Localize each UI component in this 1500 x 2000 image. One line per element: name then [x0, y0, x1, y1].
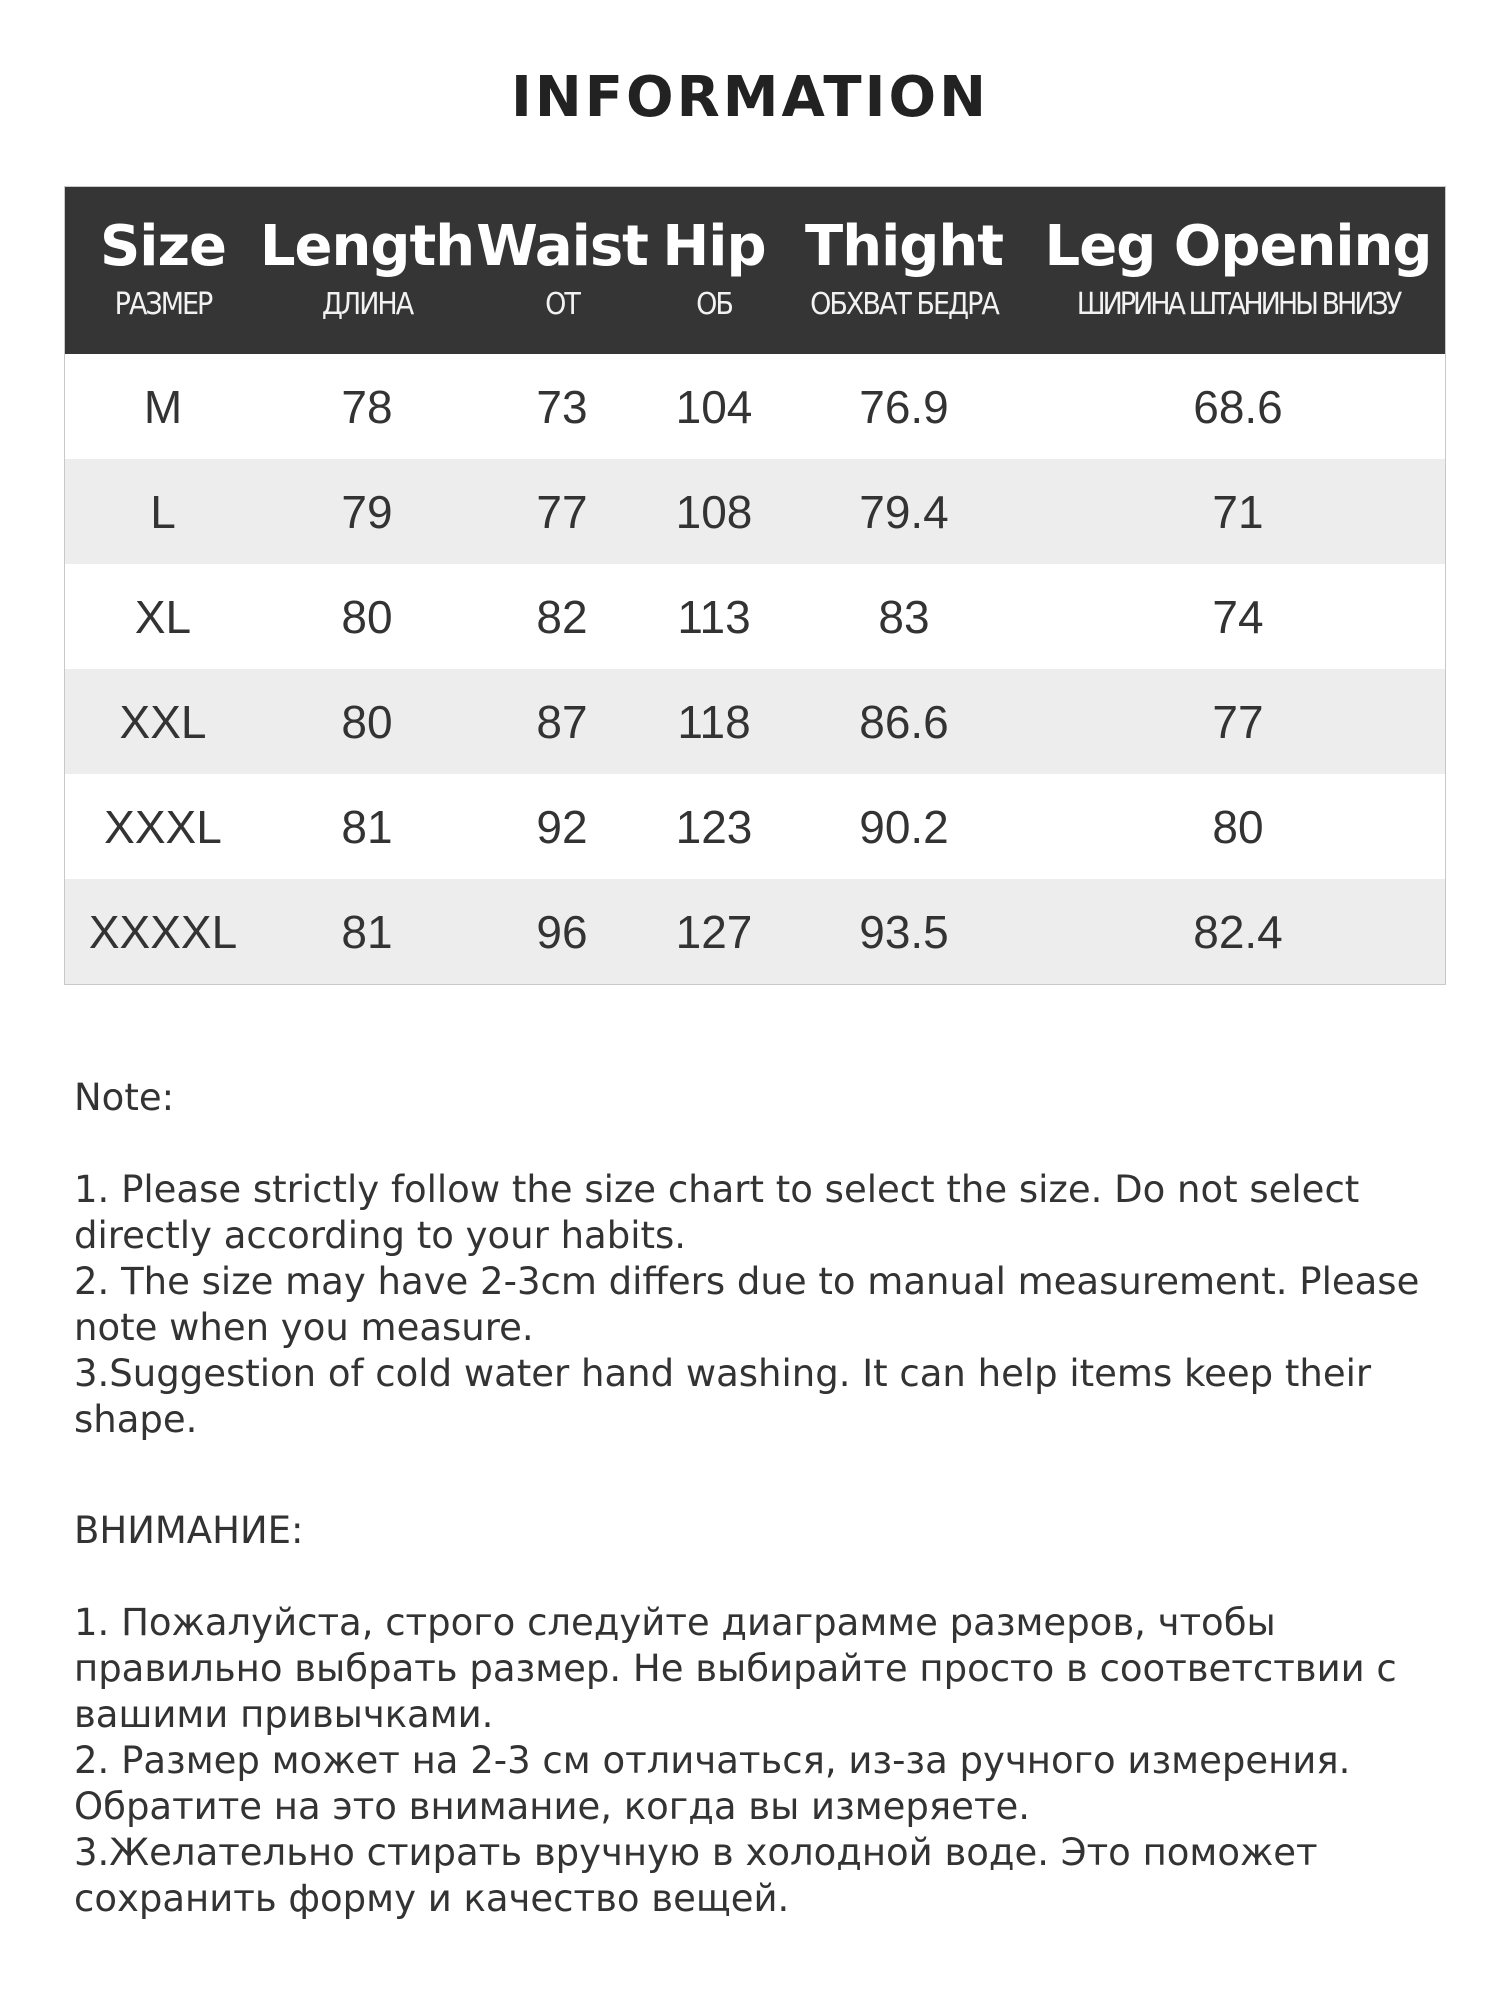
table-cell: 80	[341, 590, 393, 643]
table-cell: 104	[675, 380, 753, 433]
table-cell: 80	[341, 695, 393, 748]
table-cell: 118	[677, 695, 751, 748]
header-sublabel: ОБХВАТ БЕДРА	[810, 287, 998, 322]
page-title: INFORMATION	[511, 65, 989, 130]
table-cell: 76.9	[859, 380, 949, 433]
table-cell: 123	[675, 800, 753, 853]
table-cell: 81	[341, 800, 393, 853]
table-cell: 90.2	[859, 800, 949, 853]
note-item: 3.Suggestion of cold water hand washing. It can help items keep their shape.	[74, 1352, 1372, 1441]
table-cell: 127	[675, 905, 753, 958]
table-cell: 82.4	[1193, 905, 1283, 958]
table-cell: 92	[536, 800, 588, 853]
header-label: Length	[259, 214, 475, 279]
table-cell: L	[150, 485, 176, 538]
note-russian	[74, 1508, 1454, 1922]
table-row	[65, 354, 1445, 459]
table-cell: 87	[536, 695, 588, 748]
header-waist	[473, 187, 651, 354]
header-sublabel: ШИРИНА ШТАНИНЫ ВНИЗУ	[1076, 287, 1400, 322]
header-label: Thight	[805, 214, 1003, 279]
table-cell: 77	[536, 485, 588, 538]
table-cell: XXXL	[104, 800, 222, 853]
header-label: Waist	[476, 214, 648, 279]
note-item: 1. Пожалуйста, строго следуйте диаграмме размеров, чтобы правильно выбрать размер. Не выбирайте просто в соответствии с вашими привычками.	[74, 1601, 1397, 1736]
table-cell: 78	[341, 380, 393, 433]
table-row	[65, 879, 1445, 984]
table-cell: 86.6	[859, 695, 949, 748]
table-cell: 79	[341, 485, 393, 538]
table-cell: 80	[1212, 800, 1264, 853]
header-label: Size	[99, 214, 227, 279]
table-cell: XL	[134, 590, 192, 643]
table-cell: 68.6	[1193, 380, 1283, 433]
table-cell: XXXXL	[88, 905, 238, 958]
header-label: Leg Opening	[1044, 214, 1432, 279]
table-cell: 71	[1212, 485, 1264, 538]
table-cell: 79.4	[859, 485, 949, 538]
table-row	[65, 564, 1445, 669]
table-cell: 82	[536, 590, 588, 643]
size-chart-table	[64, 186, 1446, 985]
table-row	[65, 774, 1445, 879]
header-sublabel: ОБ	[696, 287, 732, 322]
table-row	[65, 459, 1445, 564]
header-size	[65, 187, 261, 354]
table-cell: 83	[878, 590, 930, 643]
table-cell: 93.5	[859, 905, 949, 958]
table-cell: 77	[1212, 695, 1264, 748]
note-english	[74, 1075, 1454, 1443]
table-cell: 73	[536, 380, 588, 433]
header-label: Hip	[662, 214, 766, 279]
table-cell: XXL	[119, 695, 207, 748]
note-item: 3.Желательно стирать вручную в холодной воде. Это поможет сохранить форму и качество вещей.	[74, 1831, 1318, 1920]
table-row	[65, 669, 1445, 774]
table-cell: 113	[677, 590, 751, 643]
header-sublabel: РАЗМЕР	[114, 287, 212, 322]
header-hip	[651, 187, 777, 354]
header-length	[261, 187, 473, 354]
header-leg-opening	[1031, 187, 1445, 354]
table-cell: 81	[341, 905, 393, 958]
note-item: 2. Размер может на 2-3 см отличаться, из-за ручного измерения. Обратите на это внимание, когда вы измеряете.	[74, 1739, 1351, 1828]
note-heading: Note:	[74, 1076, 175, 1119]
header-thight	[777, 187, 1031, 354]
table-cell: 96	[536, 905, 588, 958]
header-sublabel: ОТ	[545, 287, 579, 322]
note-item: 1. Please strictly follow the size chart to select the size. Do not select directly according to your habits.	[74, 1168, 1360, 1257]
header-sublabel: ДЛИНА	[321, 287, 413, 322]
table-cell: 108	[675, 485, 753, 538]
table-header	[65, 187, 1445, 354]
note-item: 2. The size may have 2-3cm differs due to manual measurement. Please note when you measure.	[74, 1260, 1420, 1349]
table-cell: M	[143, 380, 183, 433]
note-heading: ВНИМАНИЕ:	[74, 1509, 304, 1552]
table-cell: 74	[1212, 590, 1264, 643]
